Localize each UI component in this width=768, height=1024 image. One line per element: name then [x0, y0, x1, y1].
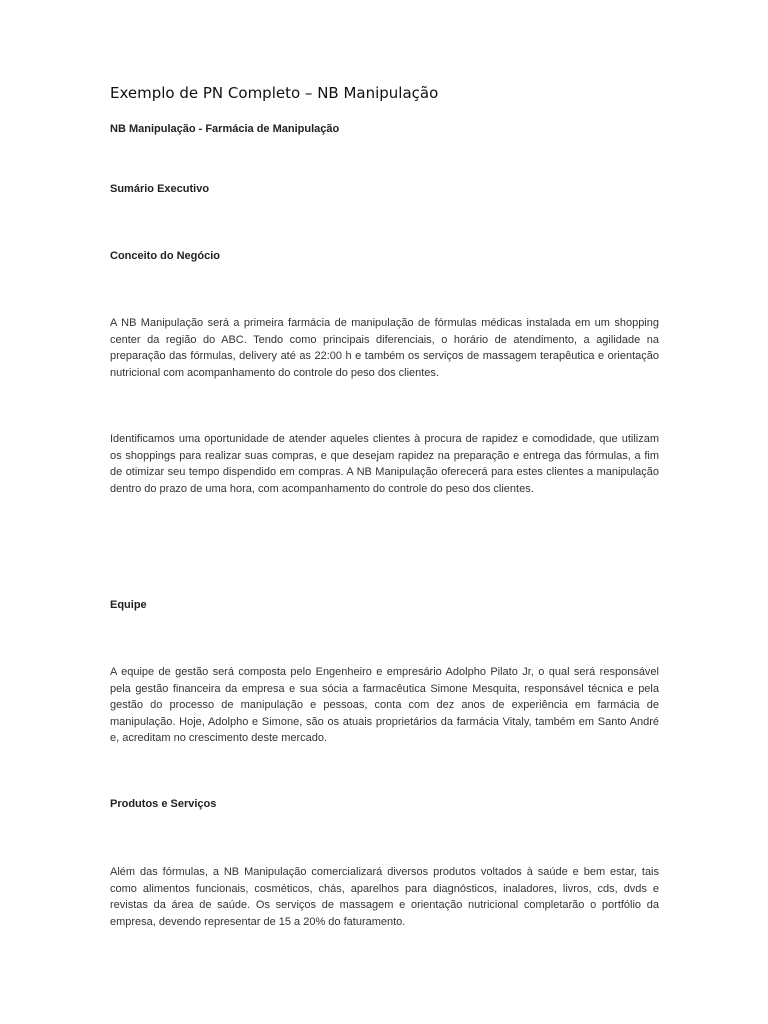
- paragraph-conceito-1: A NB Manipulação será a primeira farmácia de manipulação de fórmulas médicas instalada em um shopping center da região do ABC. Tendo como principais diferenciais, o horário de atendimento, a agilidade na preparação das fórmulas, delivery até as 22:00 h e também os serviços de massagem terapêutica e orientação nutricional com acompanhamento do controle do peso dos clientes.: [110, 317, 659, 379]
- section-heading-produtos-e-servicos: Produtos e Serviços: [110, 798, 217, 810]
- document-title: Exemplo de PN Completo – NB Manipulação: [110, 84, 439, 102]
- section-heading-sumario-executivo: Sumário Executivo: [110, 183, 210, 195]
- paragraph-conceito-2: Identificamos uma oportunidade de atender aqueles clientes à procura de rapidez e comodidade, que utilizam os shoppings para realizar suas compras, e que desejam rapidez na preparação e entrega das fórmulas, a fim de otimizar seu tempo dispendido em compras. A NB Manipulação oferecerá para estes clientes a manipulação dentro do prazo de uma hora, com acompanhamento do controle do peso dos clientes.: [110, 433, 659, 495]
- document-subtitle: NB Manipulação - Farmácia de Manipulação: [110, 123, 340, 135]
- section-heading-conceito-do-negocio: Conceito do Negócio: [110, 250, 220, 262]
- paragraph-produtos: Além das fórmulas, a NB Manipulação comercializará diversos produtos voltados à saúde e bem estar, tais como alimentos funcionais, cosméticos, chás, aparelhos para diagnósticos, inaladores, livros, cds, dvds e revistas da área de saúde. Os serviços de massagem e orientação nutricional completarão o portfólio da empresa, devendo representar de 15 a 20% do faturamento.: [110, 866, 659, 928]
- section-heading-equipe: Equipe: [110, 599, 147, 611]
- paragraph-equipe: A equipe de gestão será composta pelo Engenheiro e empresário Adolpho Pilato Jr, o qual será responsável pela gestão financeira da empresa e sua sócia a farmacêutica Simone Mesquita, responsável técnica e pela gestão do processo de manipulação e pessoas, conta com dez anos de experiência em farmácia de manipulação. Hoje, Adolpho e Simone, são os atuais proprietários da farmácia Vitaly, também em Santo André e, acreditam no crescimento deste mercado.: [110, 666, 659, 745]
